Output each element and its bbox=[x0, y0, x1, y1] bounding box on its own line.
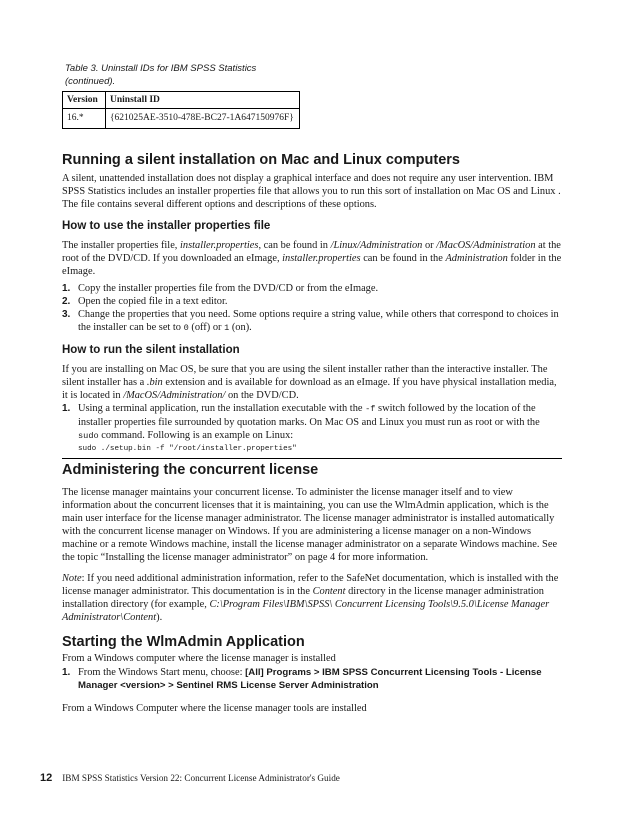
heading-properties-file: How to use the installer properties file bbox=[62, 220, 271, 233]
table-header-version: Version bbox=[63, 92, 106, 109]
table-header-uninstall-id: Uninstall ID bbox=[106, 92, 300, 109]
properties-steps bbox=[62, 282, 562, 335]
list-item: 1. Using a terminal application, run the installation executable with the -f switch followed by the location of the installer properties file surrounded by quotation marks. On Mac OS and Linux you must run as root or with the sudo command. Following is an example on Linux: bbox=[62, 403, 540, 442]
list-item: 3. Change the properties that you need. Some options require a string value, while others that correspond to choices in the installer can be set to 0 (off) or 1 (on). bbox=[62, 308, 559, 333]
list-item: 2. Open the copied file in a text editor. bbox=[62, 295, 228, 307]
list-item: 1. Copy the installer properties file from the DVD/CD or from the eImage. bbox=[62, 282, 379, 294]
administering-paragraph: The license manager maintains your concurrent license. To administer the license manager itself and to view information about the concurrent licenses that it is maintaining, you can use the WlmAdmin application, which is the main user interface for the license manager administrator. The license manager administrator is installed automatically with the concurrent license manager on Windows. If you are administering a license manager on a non-Windows machine or a remote Windows machine, install the license manager administrator on a separate Windows machine. See the topic “Installing the license manager administrator” on page 4 for more information. bbox=[62, 486, 558, 563]
heading-silent-installation: Running a silent installation on Mac and Linux computers bbox=[62, 152, 460, 168]
page-content bbox=[62, 62, 562, 715]
table-caption: Table 3. Uninstall IDs for IBM SPSS Statistics (continued). bbox=[65, 63, 257, 87]
list-item: 1. From the Windows Start menu, choose: [All] Programs > IBM SPSS Concurrent Licensing Tools - License Manager <version> > Sentinel RMS License Server Administration bbox=[62, 666, 542, 691]
footer-title: IBM SPSS Statistics Version 22: Concurrent License Administrator's Guide bbox=[62, 773, 340, 783]
run-steps bbox=[62, 402, 562, 443]
starting-steps bbox=[62, 666, 562, 692]
heading-starting-wlmadmin: Starting the WlmAdmin Application bbox=[62, 634, 305, 651]
tools-paragraph: From a Windows Computer where the license manager tools are installed bbox=[62, 702, 367, 714]
table-cell-uninstall-id: {621025AE-3510-478E-BC27-1A647150976F} bbox=[106, 109, 300, 129]
silent-installation-intro: A silent, unattended installation does not display a graphical interface and does not require any user intervention. IBM SPSS Statistics includes an installer properties file that allows you to run this sort of installation on Mac OS and Linux . The file contains several different options and descriptions of these options. bbox=[62, 173, 561, 211]
page-footer bbox=[40, 772, 580, 784]
code-example: sudo ./setup.bin -f "/root/installer.properties" bbox=[78, 444, 297, 453]
starting-paragraph: From a Windows computer where the license manager is installed bbox=[62, 653, 336, 665]
table-row bbox=[63, 109, 300, 129]
page-number: 12 bbox=[40, 772, 53, 784]
table-cell-version: 16.* bbox=[63, 109, 106, 129]
run-silent-paragraph: If you are installing on Mac OS, be sure that you are using the silent installer rather than the interactive installer. The silent installer has a .bin extension and is available for download as an eImage. If you have physical installation media, it is located in /MacOS/Administration/ on the DVD/CD. bbox=[62, 363, 557, 402]
uninstall-id-table bbox=[62, 91, 300, 129]
table-header-row bbox=[63, 92, 300, 109]
heading-run-silent-installation: How to run the silent installation bbox=[62, 343, 240, 356]
note-paragraph: Note: If you need additional administration information, refer to the SafeNet documentation, which is installed with the license manager administrator. This documentation is in the Content directory in the license manager administration installation directory (for example, C:\Program Files\IBM\SPSS\ Concurrent Licensing Tools\9.5.0\License Manager Administrator\Content). bbox=[62, 573, 559, 624]
properties-file-paragraph: The installer properties file, installer.properties, can be found in /Linux/Administration or /MacOS/Administration at the root of the DVD/CD. If you downloaded an eImage, installer.properties can be found in the Administration folder in the eImage. bbox=[62, 240, 562, 278]
heading-administering-license: Administering the concurrent license bbox=[62, 461, 319, 478]
